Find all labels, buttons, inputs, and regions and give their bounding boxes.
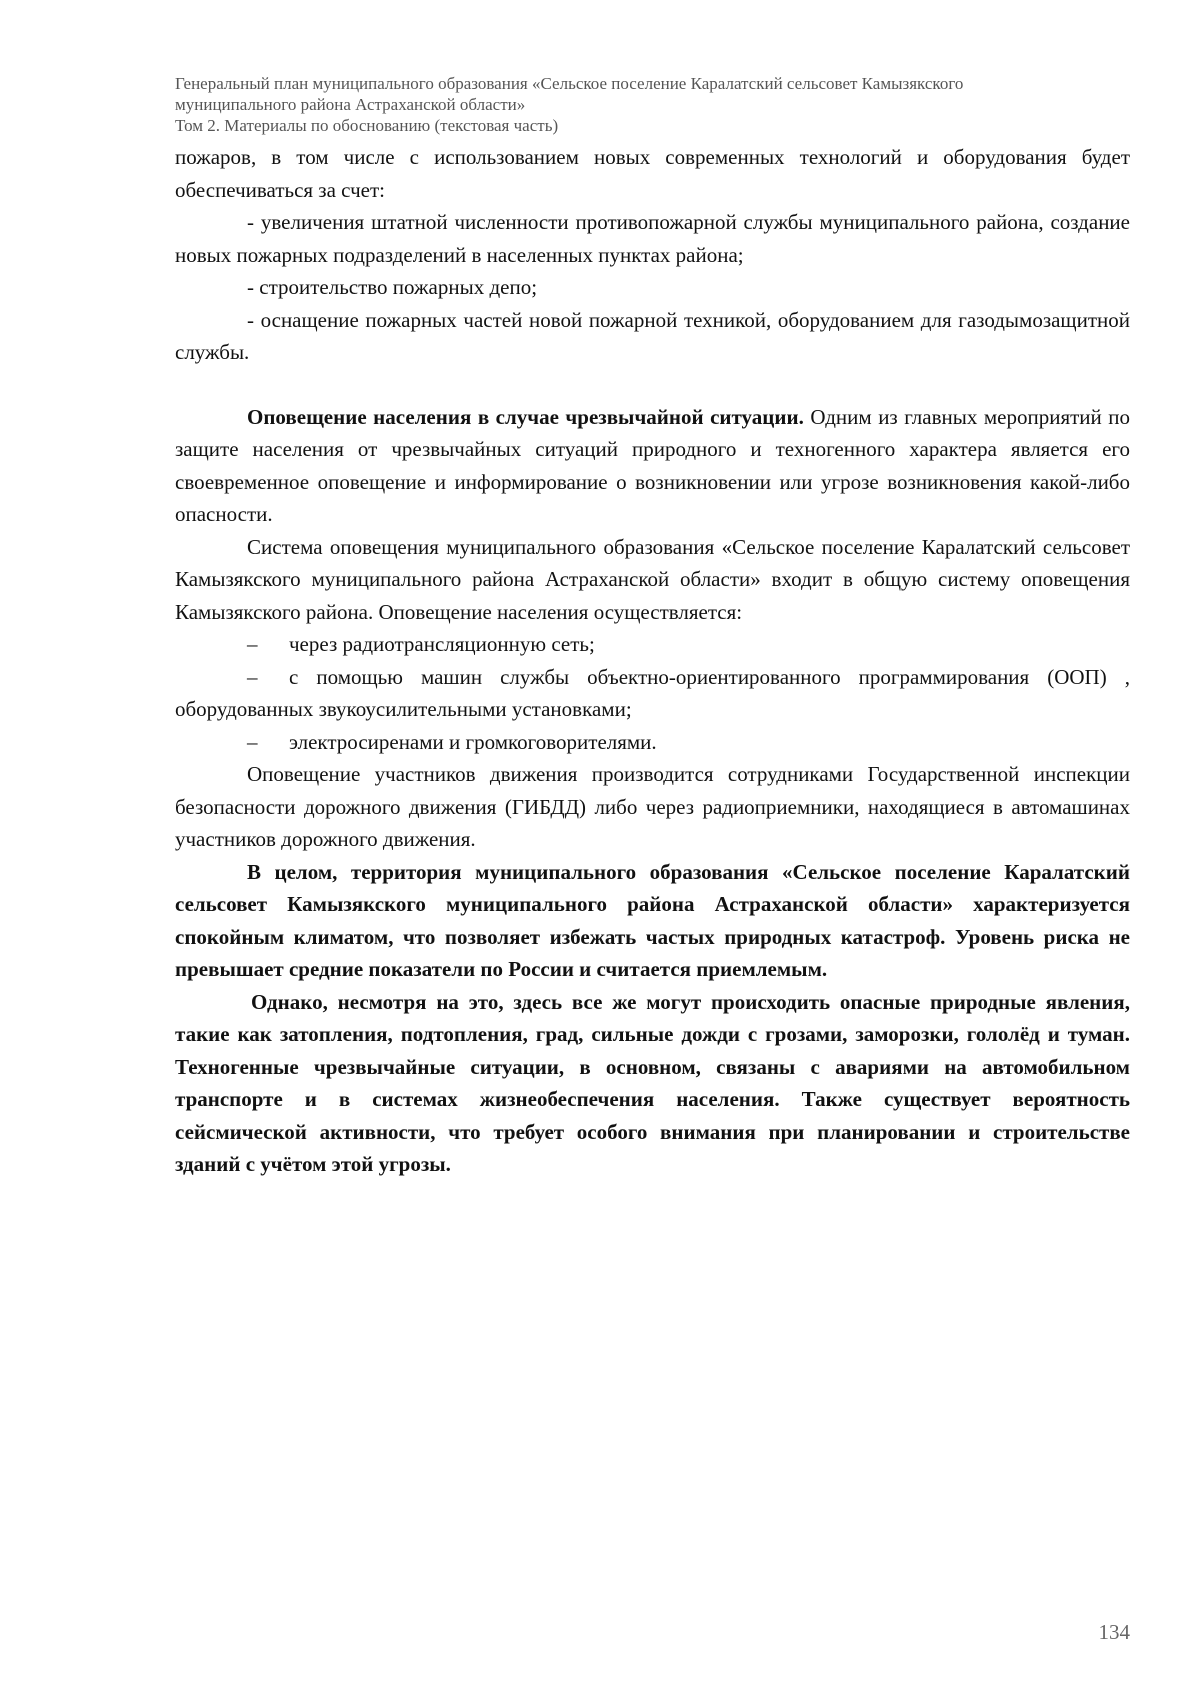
header-line-1: Генеральный план муниципального образования «Сельское поселение Каралатский сельсовет Камызякского [175, 74, 964, 93]
list-item-sirens [175, 726, 1130, 759]
paragraph-population-warning [175, 401, 1130, 531]
list-item-text: с помощью машин службы объектно-ориентированного программирования (ООП) , оборудованных звукоусилительными установками; [175, 664, 1130, 721]
paragraph-continuation: пожаров, в том числе с использованием новых современных технологий и оборудования будет обеспечиваться за счет: [175, 145, 1130, 202]
list-dash: – [247, 664, 258, 689]
running-header [175, 73, 1135, 136]
warning-heading: Оповещение населения в случае чрезвычайной ситуации. [247, 404, 804, 429]
paragraph-equipment: - оснащение пожарных частей новой пожарной техникой, оборудованием для газодымозащитной службы. [175, 307, 1130, 364]
warning-text: Одним из главных мероприятий по защите населения от чрезвычайных ситуаций природного и техногенного характера является его своевременное оповещение и информирование о возникновении или угрозе возникновения какой-либо опасности. [175, 404, 1130, 526]
document-body [175, 141, 1130, 1181]
list-item-text: электросиренами и громкоговорителями. [289, 729, 657, 754]
paragraph-fire-depots: - строительство пожарных депо; [247, 275, 538, 299]
header-line-3: Том 2. Материалы по обоснованию (текстовая часть) [175, 116, 559, 135]
list-dash: – [247, 632, 258, 656]
paragraph-warning-system: Система оповещения муниципального образования «Сельское поселение Каралатский сельсовет Камызякского муниципального района Астраханской области» входит в общую систему оповещения Камызякского района. Оповещение населения осуществляется: [175, 534, 1130, 624]
paragraph-staff-increase: - увеличения штатной численности противопожарной службы муниципального района, создание новых пожарных подразделений в населенных пунктах района; [175, 210, 1130, 267]
paragraph-gap [175, 369, 1130, 401]
paragraph-climate-summary: В целом, территория муниципального образования «Сельское поселение Каралатский сельсовет Камызякского муниципального района Астраханской области» характеризуется спокойным климатом, что позволяет избежать частых природных катастроф. Уровень риска не превышает средние показатели по России и считается приемлемым. [175, 859, 1130, 981]
paragraph-traffic-warning: Оповещение участников движения производится сотрудниками Государственной инспекции безопасности дорожного движения (ГИБДД) либо через радиоприемники, находящиеся в автомашинах участников дорожного движения. [175, 762, 1130, 851]
header-line-2: муниципального района Астраханской области» [175, 95, 526, 114]
list-item-text: через радиотрансляционную сеть; [289, 632, 595, 656]
list-item-radio [175, 628, 1130, 661]
page-number: 134 [1098, 1620, 1130, 1644]
list-dash: – [247, 729, 258, 754]
list-item-vehicles [175, 661, 1130, 726]
paragraph-hazards: Однако, несмотря на это, здесь все же могут происходить опасные природные явления, такие как затопления, подтопления, град, сильные дожди с грозами, заморозки, гололёд и туман. Техногенные чрезвычайные ситуации, в основном, связаны с авариями на автомобильном транспорте и в системах жизнеобеспечения населения. Также существует вероятность сейсмической активности, что требует особого внимания при планировании и строительстве зданий с учётом этой угрозы. [175, 989, 1130, 1176]
